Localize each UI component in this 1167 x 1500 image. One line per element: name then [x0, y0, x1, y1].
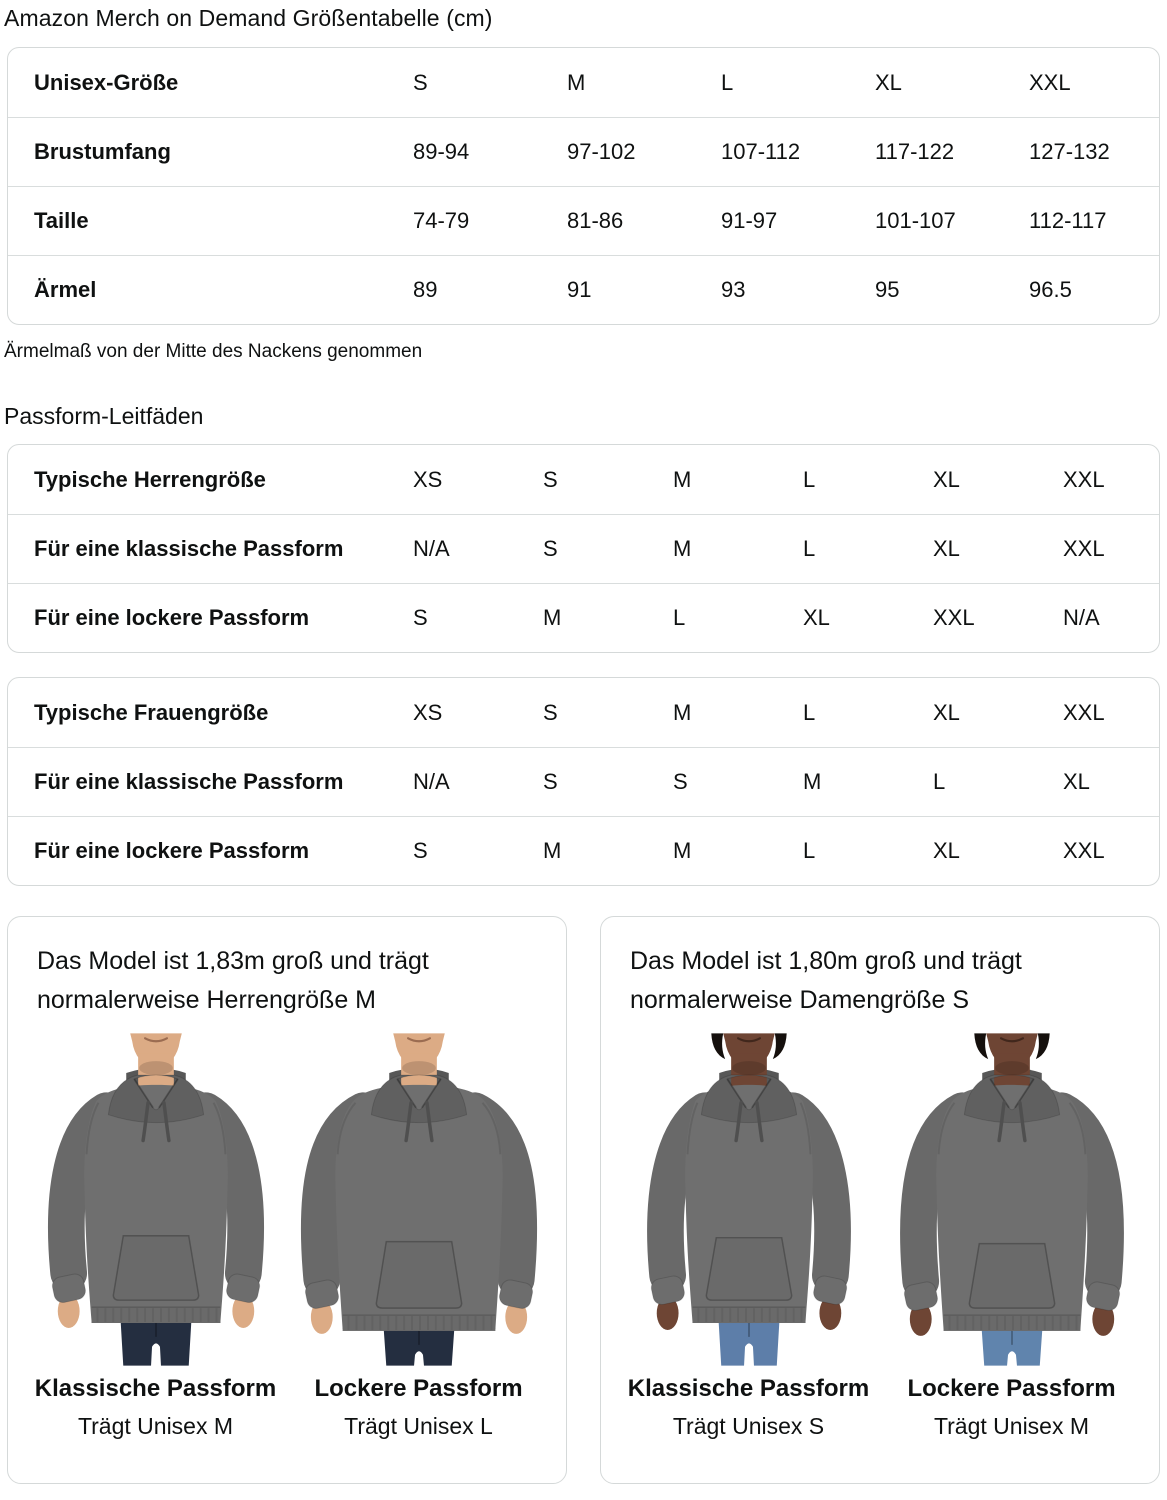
table-cell: S — [413, 69, 428, 95]
hoodie-figure — [625, 1033, 873, 1366]
fit-label: Lockere Passform — [314, 1375, 523, 1402]
hoodie-figure — [295, 1033, 543, 1366]
table-cell: XS — [413, 466, 443, 492]
model-photo-male-classic — [32, 1033, 280, 1366]
table-cell: M — [543, 838, 562, 863]
table-cell: 81-86 — [567, 208, 624, 233]
hoodie-figure — [888, 1033, 1136, 1366]
unisex-size-table — [7, 47, 1160, 325]
row-label: Für eine klassische Passform — [34, 536, 344, 561]
table-cell: M — [673, 466, 692, 492]
table-cell: 89-94 — [413, 139, 470, 164]
table-row — [8, 117, 1159, 186]
table-cell: M — [673, 536, 692, 561]
worn-size-label: Trägt Unisex S — [672, 1413, 825, 1439]
table-cell: XXL — [933, 605, 975, 630]
table-cell: XXL — [1063, 466, 1105, 492]
table-cell: N/A — [1063, 605, 1100, 630]
worn-size-label: Trägt Unisex M — [933, 1413, 1090, 1439]
worn-size-label: Trägt Unisex L — [344, 1413, 493, 1439]
worn-size-label: Trägt Unisex M — [77, 1413, 234, 1439]
table-row — [8, 678, 1159, 747]
table-row — [8, 445, 1159, 514]
table-cell: L — [803, 466, 816, 492]
table-cell: M — [543, 605, 562, 630]
table-cell: S — [673, 769, 688, 794]
table-row — [8, 186, 1159, 255]
mens-fit-table — [7, 444, 1160, 653]
table-row — [8, 48, 1159, 117]
row-label: Für eine lockere Passform — [34, 605, 310, 630]
page-title: Amazon Merch on Demand Größentabelle (cm) — [4, 5, 493, 31]
hoodie-figure — [32, 1033, 280, 1366]
table-cell: XL — [803, 605, 830, 630]
sleeve-measure-note: Ärmelmaß von der Mitte des Nackens genommen — [4, 341, 423, 362]
model-column — [287, 1033, 550, 1440]
table-cell: L — [803, 699, 816, 725]
table-cell: N/A — [413, 769, 450, 794]
table-cell: S — [413, 605, 428, 630]
table-cell: M — [673, 838, 692, 863]
table-cell: XXL — [1063, 838, 1105, 863]
table-cell: L — [673, 605, 686, 630]
model-photo-female-classic — [625, 1033, 873, 1366]
table-row — [8, 816, 1159, 885]
table-cell: S — [543, 699, 558, 725]
model-column — [880, 1033, 1143, 1440]
fit-label: Lockere Passform — [907, 1375, 1116, 1402]
fit-guides-title: Passform-Leitfäden — [4, 403, 204, 429]
table-cell: S — [543, 466, 558, 492]
table-cell: S — [543, 536, 558, 561]
table-cell: XXL — [1063, 536, 1105, 561]
table-cell: S — [413, 838, 428, 863]
row-label: Typische Frauengröße — [34, 699, 269, 725]
row-label: Für eine klassische Passform — [34, 769, 344, 794]
model-column — [617, 1033, 880, 1440]
table-cell: XL — [933, 536, 960, 561]
table-cell: XL — [933, 466, 960, 492]
card-heading: Das Model ist 1,80m groß und trägt normalerweise Damengröße S — [630, 947, 1022, 1014]
table-cell: M — [803, 769, 822, 794]
row-label: Brustumfang — [34, 139, 171, 164]
table-cell: XL — [933, 699, 960, 725]
table-cell: XXL — [1029, 69, 1071, 95]
model-photo-male-loose — [295, 1033, 543, 1366]
model-cards — [7, 916, 1160, 1484]
table-cell: M — [673, 699, 692, 725]
fit-label: Klassische Passform — [34, 1375, 277, 1402]
row-label: Ärmel — [34, 277, 97, 302]
model-photo-female-loose — [888, 1033, 1136, 1366]
card-heading: Das Model ist 1,83m groß und trägt normalerweise Herrengröße M — [37, 947, 429, 1014]
row-label: Taille — [34, 208, 89, 233]
table-row — [8, 583, 1159, 652]
table-cell: 127-132 — [1029, 139, 1110, 164]
row-label: Unisex-Größe — [34, 69, 179, 95]
row-label: Für eine lockere Passform — [34, 838, 310, 863]
table-cell: 96.5 — [1029, 277, 1072, 302]
table-cell: 97-102 — [567, 139, 636, 164]
table-cell: 117-122 — [875, 139, 955, 164]
table-cell: 74-79 — [413, 208, 470, 233]
table-cell: 101-107 — [875, 208, 956, 233]
table-row — [8, 747, 1159, 816]
model-photos-row — [617, 1033, 1143, 1440]
table-row — [8, 255, 1159, 324]
womens-model-card — [600, 916, 1160, 1484]
table-cell: XXL — [1063, 699, 1105, 725]
table-cell: 91-97 — [721, 208, 778, 233]
table-cell: S — [543, 769, 558, 794]
table-cell: 89 — [413, 277, 438, 302]
model-photos-row — [24, 1033, 550, 1440]
table-cell: 91 — [567, 277, 592, 302]
mens-model-card — [7, 916, 567, 1484]
table-cell: L — [721, 69, 734, 95]
table-cell: XL — [1063, 769, 1090, 794]
table-cell: XL — [933, 838, 960, 863]
table-cell: XL — [875, 69, 902, 95]
table-cell: 112-117 — [1029, 208, 1107, 233]
table-cell: M — [567, 69, 586, 95]
table-cell: 93 — [721, 277, 746, 302]
table-cell: 95 — [875, 277, 900, 302]
womens-fit-table — [7, 677, 1160, 886]
table-cell: N/A — [413, 536, 450, 561]
table-row — [8, 514, 1159, 583]
row-label: Typische Herrengröße — [34, 466, 266, 492]
table-cell: L — [933, 769, 946, 794]
table-cell: L — [803, 838, 816, 863]
table-cell: 107-112 — [721, 139, 801, 164]
model-column — [24, 1033, 287, 1440]
fit-label: Klassische Passform — [627, 1375, 870, 1402]
table-cell: XS — [413, 699, 443, 725]
table-cell: L — [803, 536, 816, 561]
